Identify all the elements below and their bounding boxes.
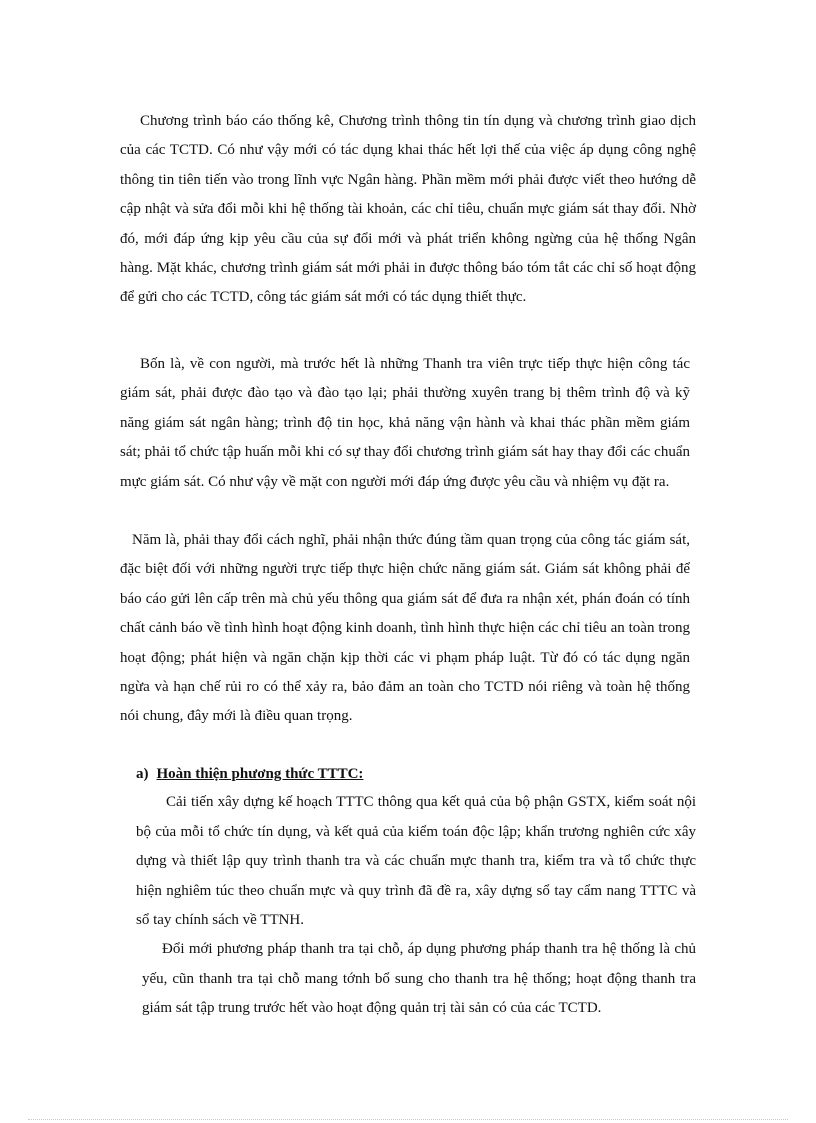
page-bottom-divider	[28, 1119, 788, 1120]
section-title: Hoàn thiện phương thức TTTC:	[156, 766, 364, 782]
paragraph-fourth-point-people: Bốn là, về con người, mà trước hết là những Thanh tra viên trực tiếp thực hiện công tác giám sát, phải được đào tạo và đào tạo lại; phải thường xuyên trang bị thêm trình độ và kỹ năng giám sát ngân hàng; trình độ tin học, khả năng vận hành và khai thác phần mềm giám sát; phải tổ chức tập huấn mỗi khi có sự thay đổi chương trình giám sát hay thay đổi các chuẩn mực giám sát. Có như vậy về mặt con người mới đáp ứng được yêu cầu và nhiệm vụ đặt ra.	[120, 356, 690, 490]
paragraph-software-requirements: Chương trình báo cáo thống kê, Chương trình thông tin tín dụng và chương trình giao dịch của các TCTD. Có như vậy mới có tác dụng khai thác hết lợi thế của việc áp dụng công nghệ thông tin tiên tiến vào trong lĩnh vực Ngân hàng. Phần mềm mới phải được viết theo hướng dễ cập nhật và sửa đổi mỗi khi hệ thống tài khoản, các chỉ tiêu, chuẩn mực giám sát thay đổi. Nhờ đó, mới đáp ứng kịp yêu cầu của sự đổi mới và phát triển không ngừng của hệ thống Ngân hàng. Mặt khác, chương trình giám sát mới phải in được thông báo tóm tắt các chỉ số hoạt động để gửi cho các TCTD, công tác giám sát mới có tác dụng thiết thực.	[120, 113, 696, 306]
section-marker: a)	[136, 766, 149, 782]
paragraph-onsite-inspection: Đổi mới phương pháp thanh tra tại chỗ, áp dụng phương pháp thanh tra hệ thống là chủ yếu, cũn thanh tra tại chỗ mang tớnh bổ sung cho thanh tra hệ thống; hoạt động thanh tra giám sát tập trung trước hết vào hoạt động quản trị tài sản có của các TCTD.	[142, 941, 696, 1017]
paragraph-fifth-point-mindset: Năm là, phải thay đổi cách nghĩ, phải nhận thức đúng tầm quan trọng của công tác giám sát, đặc biệt đối với những người trực tiếp thực hiện chức năng giám sát. Giám sát không phải để báo cáo gửi lên cấp trên mà chủ yếu thông qua giám sát để đưa ra nhận xét, phán đoán có tính chất cảnh báo về tình hình hoạt động kinh doanh, tình hình thực hiện các chỉ tiêu an toàn trong hoạt động; phát hiện và ngăn chặn kịp thời các vi phạm pháp luật. Từ đó có tác dụng ngăn ngừa và hạn chế rủi ro có thể xảy ra, bảo đảm an toàn cho TCTD nói riêng và toàn hệ thống nói chung, đây mới là điều quan trọng.	[120, 532, 690, 725]
paragraph-improve-planning: Cải tiến xây dựng kế hoạch TTTC thông qua kết quả của bộ phận GSTX, kiểm soát nội bộ của mỗi tổ chức tín dụng, và kết quả của kiểm toán độc lập; khẩn trương nghiên cức xây dựng và thiết lập quy trình thanh tra và các chuẩn mực thanh tra, kiểm tra và tổ chức thực hiện nghiêm túc theo chuẩn mực và quy trình đã đề ra, xây dựng sổ tay cẩm nang TTTC và sổ tay chính sách về TTNH.	[136, 794, 696, 929]
section-heading	[136, 762, 363, 786]
